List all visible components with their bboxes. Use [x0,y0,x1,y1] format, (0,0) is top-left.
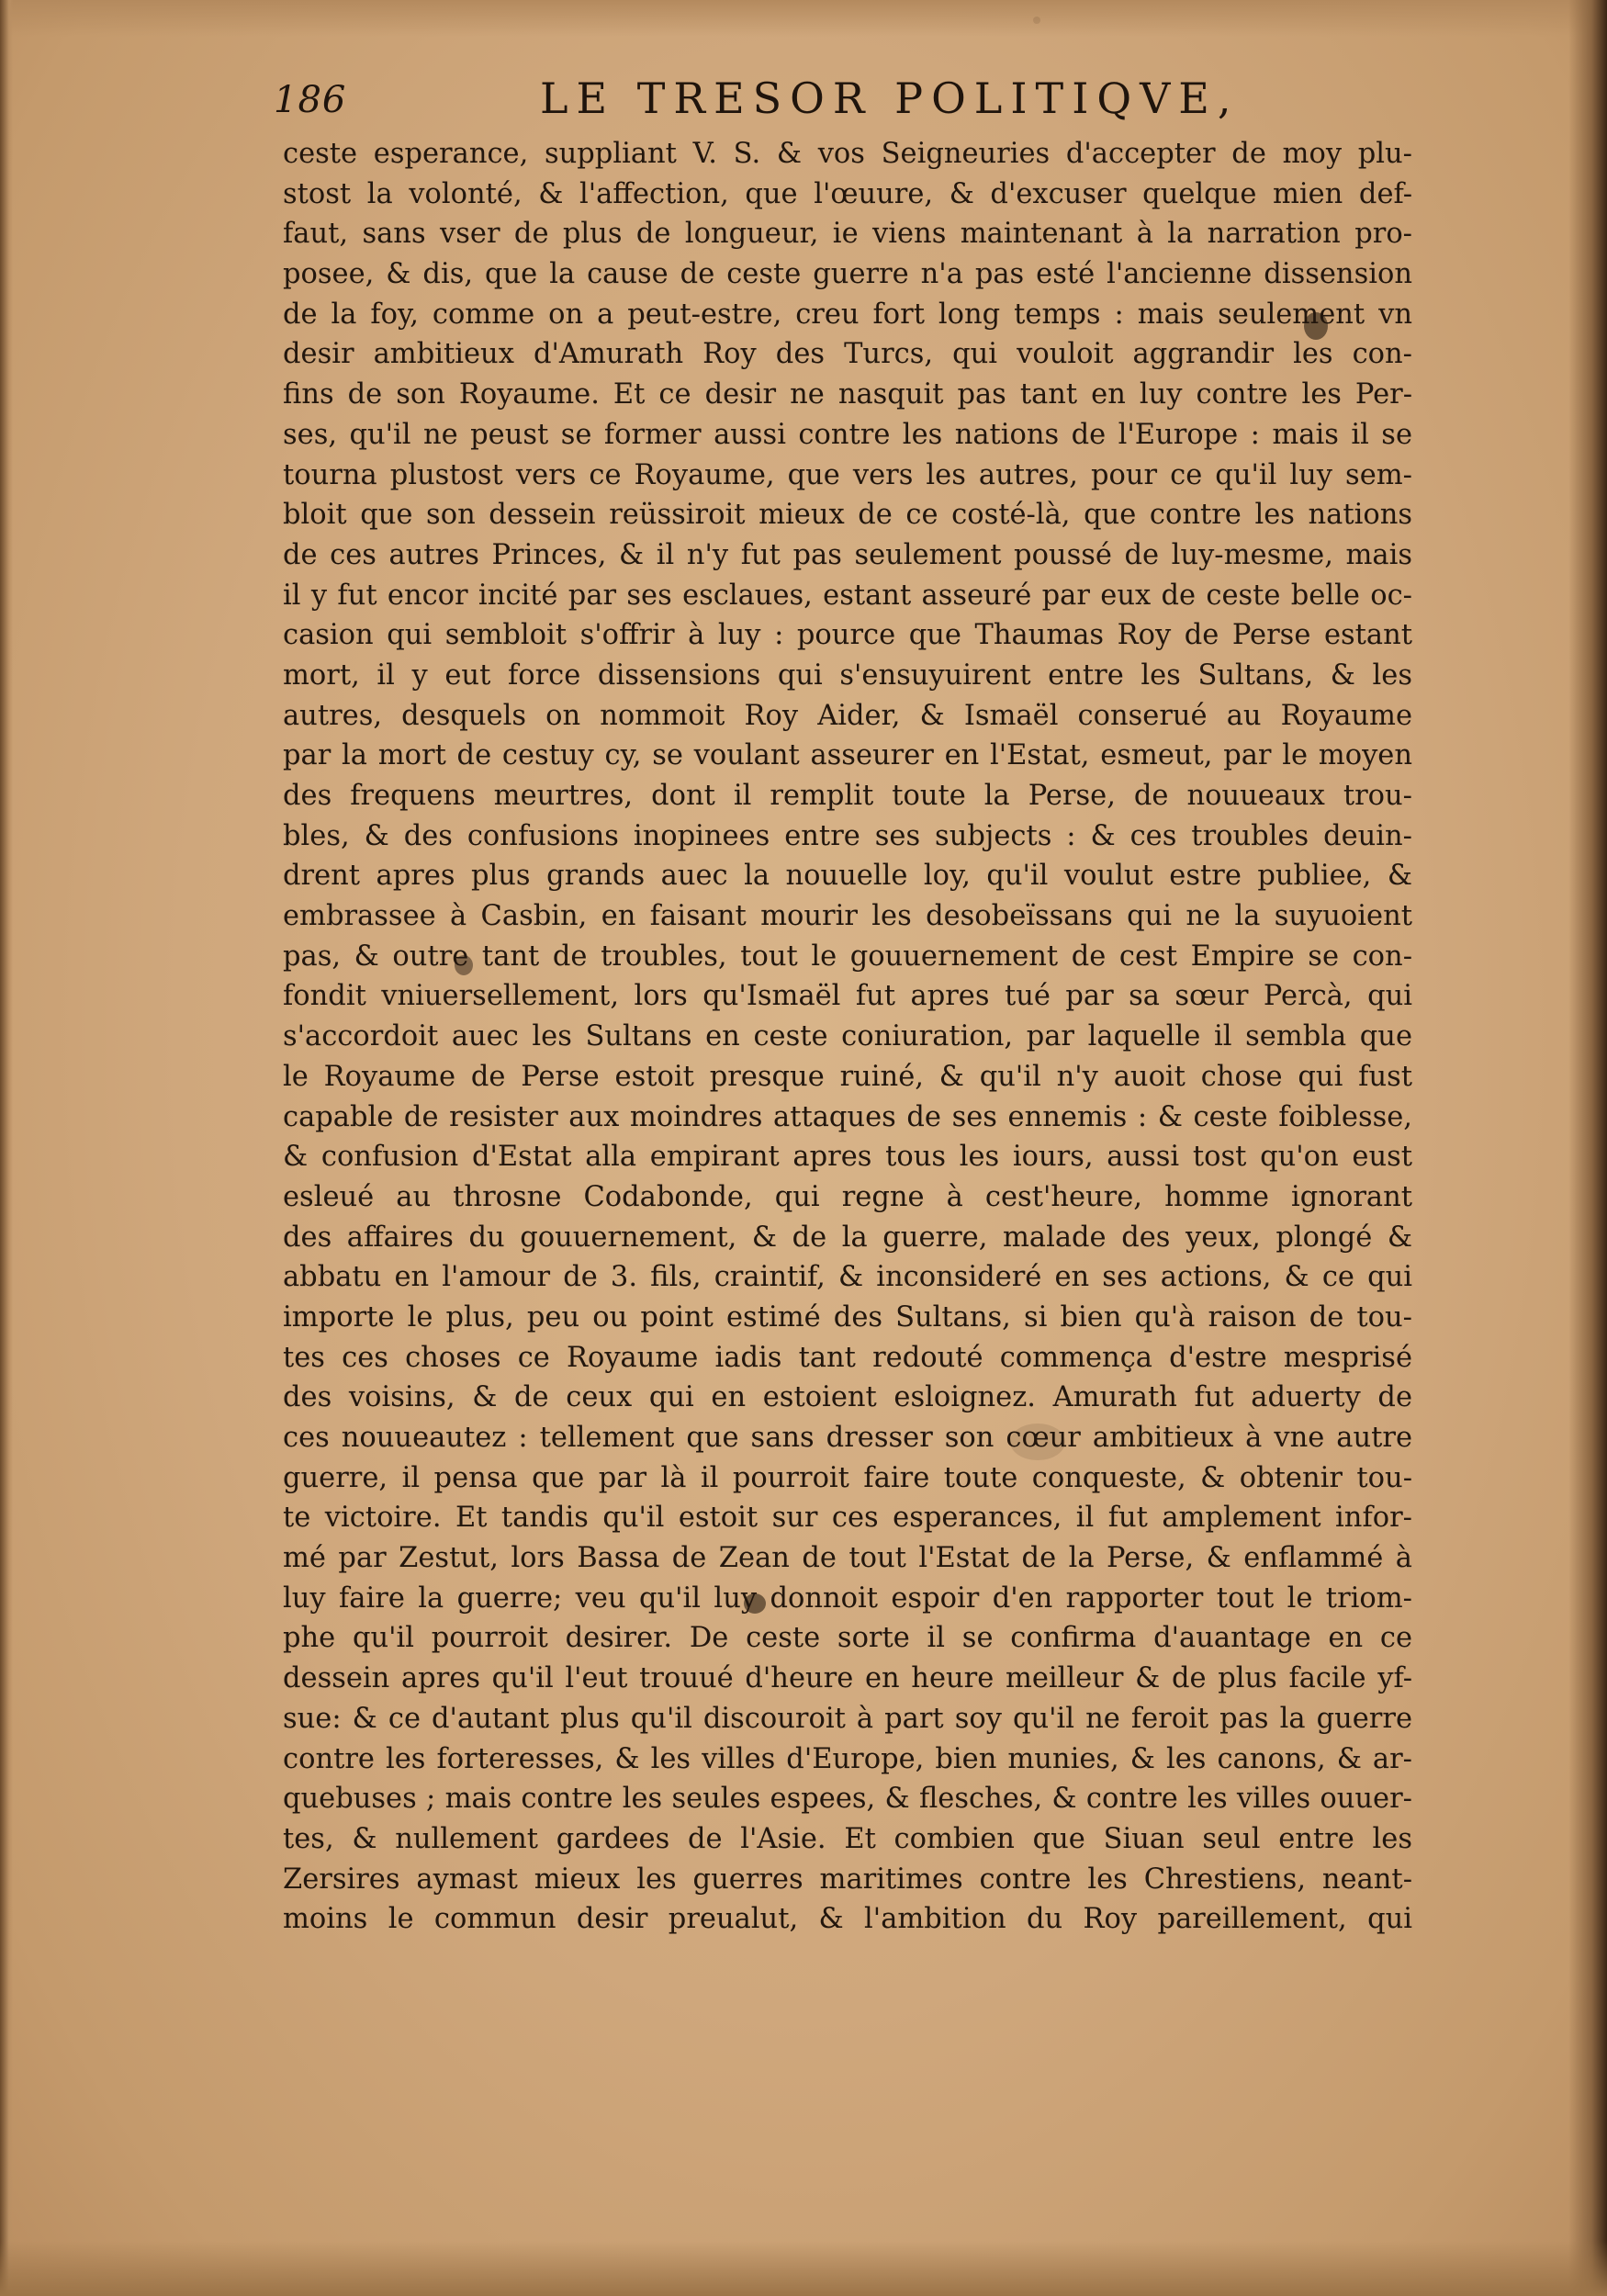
text-line: embrassee à Casbin, en faisant mourir les desobeïssans qui ne la suyuoient [283,900,1412,933]
text-line: luy faire la guerre; veu qu'il luy donnoit espoir d'en rapporter tout le triom- [283,1581,1412,1615]
text-line: des voisins, & de ceux qui en estoient esloignez. Amurath fut aduerty de [283,1381,1412,1414]
text-line: des affaires du gouuernement, & de la guerre, malade des yeux, plongé & [283,1221,1412,1254]
text-line: guerre, il pensa que par là il pourroit faire toute conqueste, & obtenir tou- [283,1461,1412,1494]
text-line: fondit vniuersellement, lors qu'Ismaël fut apres tué par sa sœur Percà, qui [283,980,1412,1013]
text-line: autres, desquels on nommoit Roy Aider, & Ismaël conserué au Royaume [283,699,1412,732]
text-line: phe qu'il pourroit desirer. De ceste sorte il se confirma d'auantage en ce [283,1622,1412,1655]
text-line: tourna plustost vers ce Royaume, que vers les autres, pour ce qu'il luy sem- [283,458,1412,491]
running-title: LE TRESOR POLITIQVE, [540,73,1240,123]
ink-speck [1033,17,1040,24]
text-line: posee, & dis, que la cause de ceste guerre n'a pas esté l'ancienne dissension [283,258,1412,291]
text-line: tes, & nullement gardees de l'Asie. Et combien que Siuan seul entre les [283,1822,1412,1855]
text-line: stost la volonté, & l'affection, que l'œuure, & d'excuser quelque mien def- [283,177,1412,210]
text-line: ces nouueautez : tellement que sans dresser son cœur ambitieux à vne autre [283,1422,1412,1454]
text-line: il y fut encor incité par ses esclaues, estant asseuré par eux de ceste belle oc- [283,579,1412,612]
text-line: bloit que son dessein reüssiroit mieux de ce costé-là, que contre les nations [283,499,1412,532]
text-line: des frequens meurtres, dont il remplit toute la Perse, de nouueaux trou- [283,780,1412,812]
text-line: drent apres plus grands auec la nouuelle loy, qu'il voulut estre publiee, & [283,860,1412,893]
text-line: sue: & ce d'autant plus qu'il discouroit à part soy qu'il ne feroit pas la guerre [283,1702,1412,1735]
text-line: moins le commun desir preualut, & l'ambition du Roy pareillement, qui [283,1903,1412,1936]
text-line: faut, sans vser de plus de longueur, ie viens maintenant à la narration pro- [283,218,1412,251]
page-top-shadow [0,0,1607,37]
page-number: 186 [274,79,347,121]
text-line: tes ces choses ce Royaume iadis tant redouté commença d'estre mesprisé [283,1341,1412,1374]
text-line: esleué au throsne Codabonde, qui regne à cest'heure, homme ignorant [283,1180,1412,1213]
text-line: fins de son Royaume. Et ce desir ne nasquit pas tant en luy contre les Per- [283,378,1412,411]
text-line: par la mort de cestuy cy, se voulant asseurer en l'Estat, esmeut, par le moyen [283,739,1412,772]
page-binding-shadow [1568,0,1607,2296]
page-left-edge [0,0,13,2296]
text-line: pas, & outre tant de troubles, tout le gouuernement de cest Empire se con- [283,940,1412,973]
body-text [283,134,1412,1940]
text-line: quebuses ; mais contre les seules espees, & flesches, & contre les villes ouuer- [283,1783,1412,1816]
text-line: capable de resister aux moindres attaques de ses ennemis : & ceste foiblesse, [283,1100,1412,1133]
text-line: mé par Zestut, lors Bassa de Zean de tout l'Estat de la Perse, & enflammé à [283,1542,1412,1575]
text-line: casion qui sembloit s'offrir à luy : pource que Thaumas Roy de Perse estant [283,619,1412,652]
text-line: dessein apres qu'il l'eut trouué d'heure en heure meilleur & de plus facile yf- [283,1662,1412,1695]
text-line: & confusion d'Estat alla empirant apres tous les iours, aussi tost qu'on eust [283,1141,1412,1174]
page-bottom-shadow [0,2241,1607,2296]
text-line: ceste esperance, suppliant V. S. & vos Seigneuries d'accepter de moy plu- [283,138,1412,170]
text-line: de ces autres Princes, & il n'y fut pas seulement poussé de luy-mesme, mais [283,538,1412,571]
text-line: ses, qu'il ne peust se former aussi contre les nations de l'Europe : mais il se [283,418,1412,451]
text-line: mort, il y eut force dissensions qui s'ensuyuirent entre les Sultans, & les [283,658,1412,692]
text-line: bles, & des confusions inopinees entre ses subjects : & ces troubles deuin- [283,819,1412,852]
text-line: de la foy, comme on a peut-estre, creu fort long temps : mais seulement vn [283,298,1412,331]
text-line: desir ambitieux d'Amurath Roy des Turcs, qui vouloit aggrandir les con- [283,338,1412,371]
text-line: s'accordoit auec les Sultans en ceste coniuration, par laquelle il sembla que [283,1020,1412,1053]
text-line: te victoire. Et tandis qu'il estoit sur ces esperances, il fut amplement infor- [283,1502,1412,1535]
text-line: importe le plus, peu ou point estimé des Sultans, si bien qu'à raison de tou- [283,1300,1412,1334]
text-line: abbatu en l'amour de 3. fils, craintif, & inconsideré en ses actions, & ce qui [283,1261,1412,1294]
page-header [274,72,1265,127]
text-line: le Royaume de Perse estoit presque ruiné, & qu'il n'y auoit chose qui fust [283,1060,1412,1093]
text-line: contre les forteresses, & les villes d'Europe, bien munies, & les canons, & ar- [283,1742,1412,1775]
text-line: Zersires aymast mieux les guerres maritimes contre les Chrestiens, neant- [283,1863,1412,1896]
